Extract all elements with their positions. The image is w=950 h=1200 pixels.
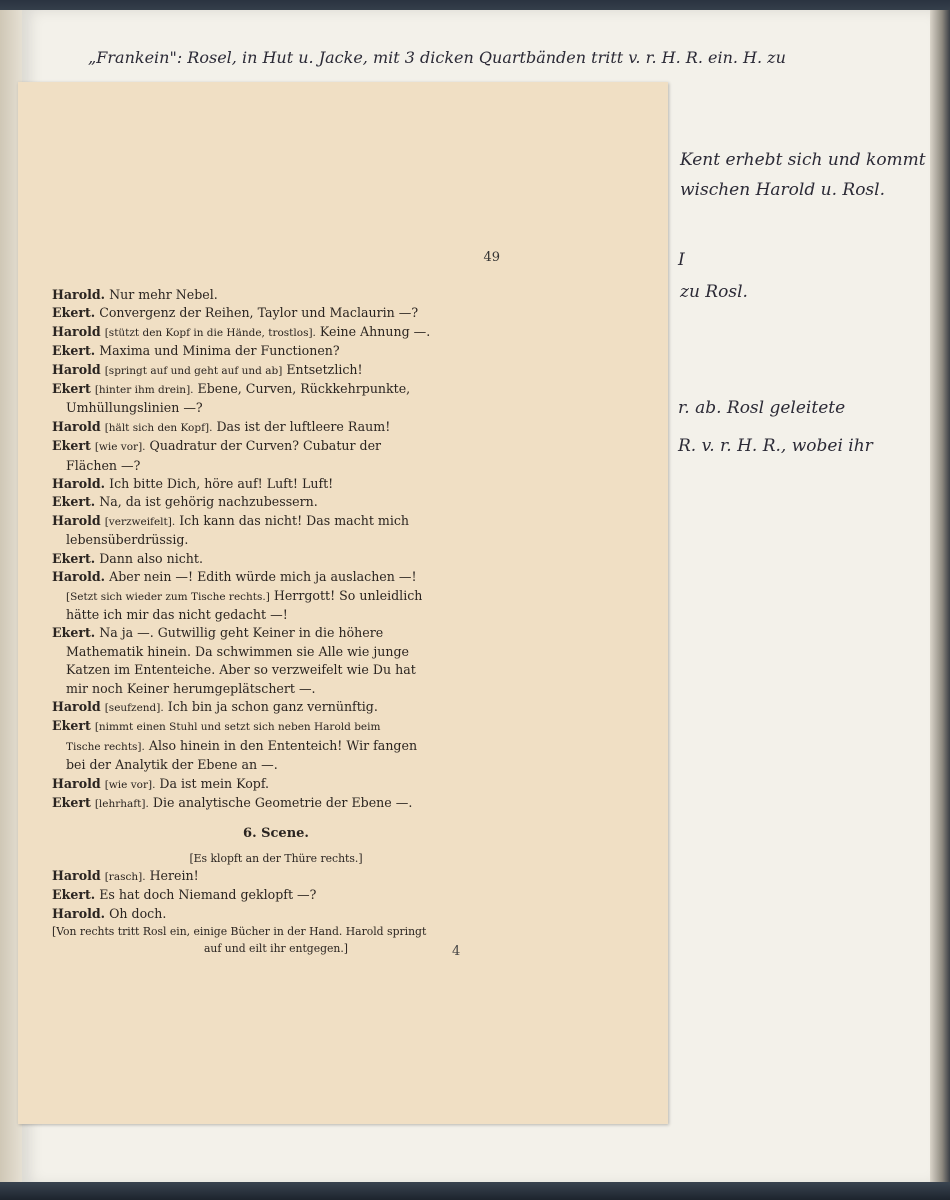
- line-text: Entsetzlich!: [286, 361, 363, 377]
- dialogue-line: [52, 418, 500, 437]
- handwritten-right-note-6: R. v. r. H. R., wobei ihr: [678, 436, 873, 456]
- line-text: Mathematik hinein. Da schwimmen sie Alle wie junge: [66, 643, 410, 659]
- closing-direction-2: auf und eilt ihr entgegen.]: [203, 942, 349, 955]
- right-page-edge: [930, 10, 950, 1185]
- speaker-name: Harold: [52, 512, 101, 528]
- stage-direction: [rasch].: [104, 870, 146, 883]
- line-text: Die analytische Geometrie der Ebene —.: [152, 794, 413, 810]
- dialogue-line: [52, 905, 500, 923]
- dialogue-line: [52, 717, 500, 736]
- signature-mark: 4: [452, 944, 461, 959]
- speaker-name: Ekert.: [52, 550, 96, 566]
- speaker-name: Harold.: [52, 287, 106, 302]
- handwritten-top-note: „Frankein": Rosel, in Hut u. Jacke, mit 3 dicken Quartbänden tritt v. r. H. R. ein. H. zu: [88, 48, 786, 67]
- stage-direction: [hinter ihm drein].: [94, 384, 194, 397]
- speaker-name: Harold: [52, 418, 101, 434]
- speaker-name: Harold.: [52, 476, 106, 492]
- speaker-name: Ekert: [52, 381, 91, 397]
- scene-direction: [Es klopft an der Thüre rechts.]: [189, 851, 363, 865]
- speaker-name: Ekert: [52, 794, 91, 810]
- line-text: hätte ich mir das nicht gedacht —!: [66, 606, 288, 622]
- dialogue-line: [52, 399, 500, 417]
- handwritten-right-note-3: I: [678, 250, 685, 270]
- line-text: Dann also nicht.: [99, 550, 203, 566]
- speaker-name: Harold.: [52, 569, 106, 585]
- speaker-name: Harold: [52, 323, 101, 339]
- line-text: Flächen —?: [66, 457, 141, 473]
- line-text: Na ja —. Gutwillig geht Keiner in die höhere: [99, 625, 384, 641]
- dialogue-line: [52, 661, 500, 679]
- line-text: bei der Analytik der Ebene an —.: [66, 757, 278, 773]
- stage-direction: [hält sich den Kopf].: [104, 421, 213, 434]
- pasted-printed-page: [18, 82, 668, 1124]
- dialogue-lines-2: [52, 867, 500, 923]
- line-text: Es hat doch Niemand geklopft —?: [99, 887, 317, 903]
- dialogue-lines: [52, 286, 500, 813]
- dialogue-line: [52, 643, 500, 661]
- line-text: Ebene, Curven, Rückkehrpunkte,: [197, 381, 411, 397]
- dialogue-line: [52, 587, 500, 606]
- line-text: Herein!: [149, 867, 199, 883]
- handwritten-right-note-2: wischen Harold u. Rosl.: [680, 180, 885, 200]
- line-text: Umhüllungslinien —?: [66, 400, 203, 416]
- dialogue-text: [52, 286, 500, 957]
- closing-direction-1: [Von rechts tritt Rosl ein, einige Bücher in der Hand. Harold springt: [52, 925, 427, 938]
- dialogue-line: [52, 304, 500, 322]
- dialogue-line: [52, 493, 500, 511]
- speaker-name: Harold: [52, 698, 101, 714]
- stage-direction: [verzweifelt].: [104, 515, 176, 528]
- speaker-name: Ekert: [52, 438, 91, 454]
- dialogue-line: [52, 737, 500, 756]
- stage-direction: [springt auf und geht auf und ab]: [104, 364, 283, 377]
- dialogue-line: [52, 775, 500, 794]
- line-text: Na, da ist gehörig nachzubessern.: [99, 494, 318, 510]
- dialogue-line: [52, 512, 500, 531]
- dialogue-line: [52, 437, 500, 456]
- scene-title: 6. Scene.: [243, 826, 309, 842]
- dialogue-line: [52, 680, 500, 698]
- stage-direction: [wie vor].: [94, 441, 146, 454]
- handwritten-right-note-5: r. ab. Rosl geleitete: [678, 398, 846, 418]
- line-text: Nur mehr Nebel.: [109, 287, 218, 302]
- speaker-name: Harold: [52, 867, 101, 883]
- line-text: Quadratur der Curven? Cubatur der: [149, 438, 382, 454]
- dialogue-line: [52, 756, 500, 774]
- stage-direction: [Setzt sich wieder zum Tische rechts.]: [66, 590, 270, 603]
- line-text: Das ist der luftleere Raum!: [216, 418, 391, 434]
- line-text: Ich bin ja schon ganz vernünftig.: [167, 698, 378, 714]
- printed-text-area: [52, 82, 500, 1124]
- dialogue-line: [52, 886, 500, 904]
- speaker-name: Ekert: [52, 718, 91, 734]
- speaker-name: Ekert.: [52, 494, 96, 510]
- stage-direction: [wie vor].: [104, 778, 156, 791]
- stage-direction: [lehrhaft].: [94, 797, 149, 810]
- dialogue-line: [52, 531, 500, 549]
- line-text: Aber nein —! Edith würde mich ja auslachen —!: [109, 569, 417, 585]
- speaker-name: Ekert.: [52, 887, 96, 903]
- speaker-name: Ekert.: [52, 625, 96, 641]
- dialogue-line: [52, 606, 500, 624]
- line-text: Herrgott! So unleidlich: [273, 587, 423, 603]
- page-number: 49: [483, 250, 500, 265]
- stage-direction: [seufzend].: [104, 701, 164, 714]
- line-text: Ich kann das nicht! Das macht mich: [179, 512, 410, 528]
- dialogue-line: [52, 624, 500, 642]
- dialogue-line: [52, 568, 500, 586]
- speaker-name: Ekert.: [52, 305, 96, 321]
- speaker-name: Harold: [52, 775, 101, 791]
- book-cover-bottom: [0, 1182, 950, 1200]
- stage-direction: [nimmt einen Stuhl und setzt sich neben Harold beim: [94, 721, 381, 734]
- dialogue-line: [52, 550, 500, 568]
- line-text: Maxima und Minima der Functionen?: [99, 343, 340, 359]
- line-text: Da ist mein Kopf.: [159, 775, 270, 791]
- dialogue-line: [52, 286, 500, 304]
- dialogue-line: [52, 698, 500, 717]
- stage-direction: [stützt den Kopf in die Hände, trostlos].: [104, 326, 316, 339]
- line-text: Keine Ahnung —.: [319, 323, 431, 339]
- dialogue-line: [52, 794, 500, 813]
- dialogue-line: [52, 475, 500, 493]
- handwritten-right-note-4: zu Rosl.: [680, 282, 748, 302]
- dialogue-line: [52, 867, 500, 886]
- dialogue-line: [52, 380, 500, 399]
- stage-direction: Tische rechts].: [66, 740, 145, 753]
- speaker-name: Harold.: [52, 905, 106, 921]
- line-text: Convergenz der Reihen, Taylor und Maclaurin —?: [99, 305, 419, 321]
- handwritten-right-note-1: Kent erhebt sich und kommt: [680, 150, 926, 170]
- line-text: Also hinein in den Ententeich! Wir fangen: [148, 737, 418, 753]
- speaker-name: Ekert.: [52, 343, 96, 359]
- line-text: mir noch Keiner herumgeplätschert —.: [66, 680, 316, 696]
- line-text: lebensüberdrüssig.: [66, 532, 189, 548]
- line-text: Katzen im Ententeiche. Aber so verzweifelt wie Du hat: [66, 662, 416, 678]
- dialogue-line: [52, 342, 500, 360]
- line-text: Oh doch.: [109, 905, 167, 921]
- dialogue-line: [52, 361, 500, 380]
- dialogue-line: [52, 457, 500, 475]
- line-text: Ich bitte Dich, höre auf! Luft! Luft!: [109, 476, 334, 492]
- speaker-name: Harold: [52, 361, 101, 377]
- dialogue-line: [52, 323, 500, 342]
